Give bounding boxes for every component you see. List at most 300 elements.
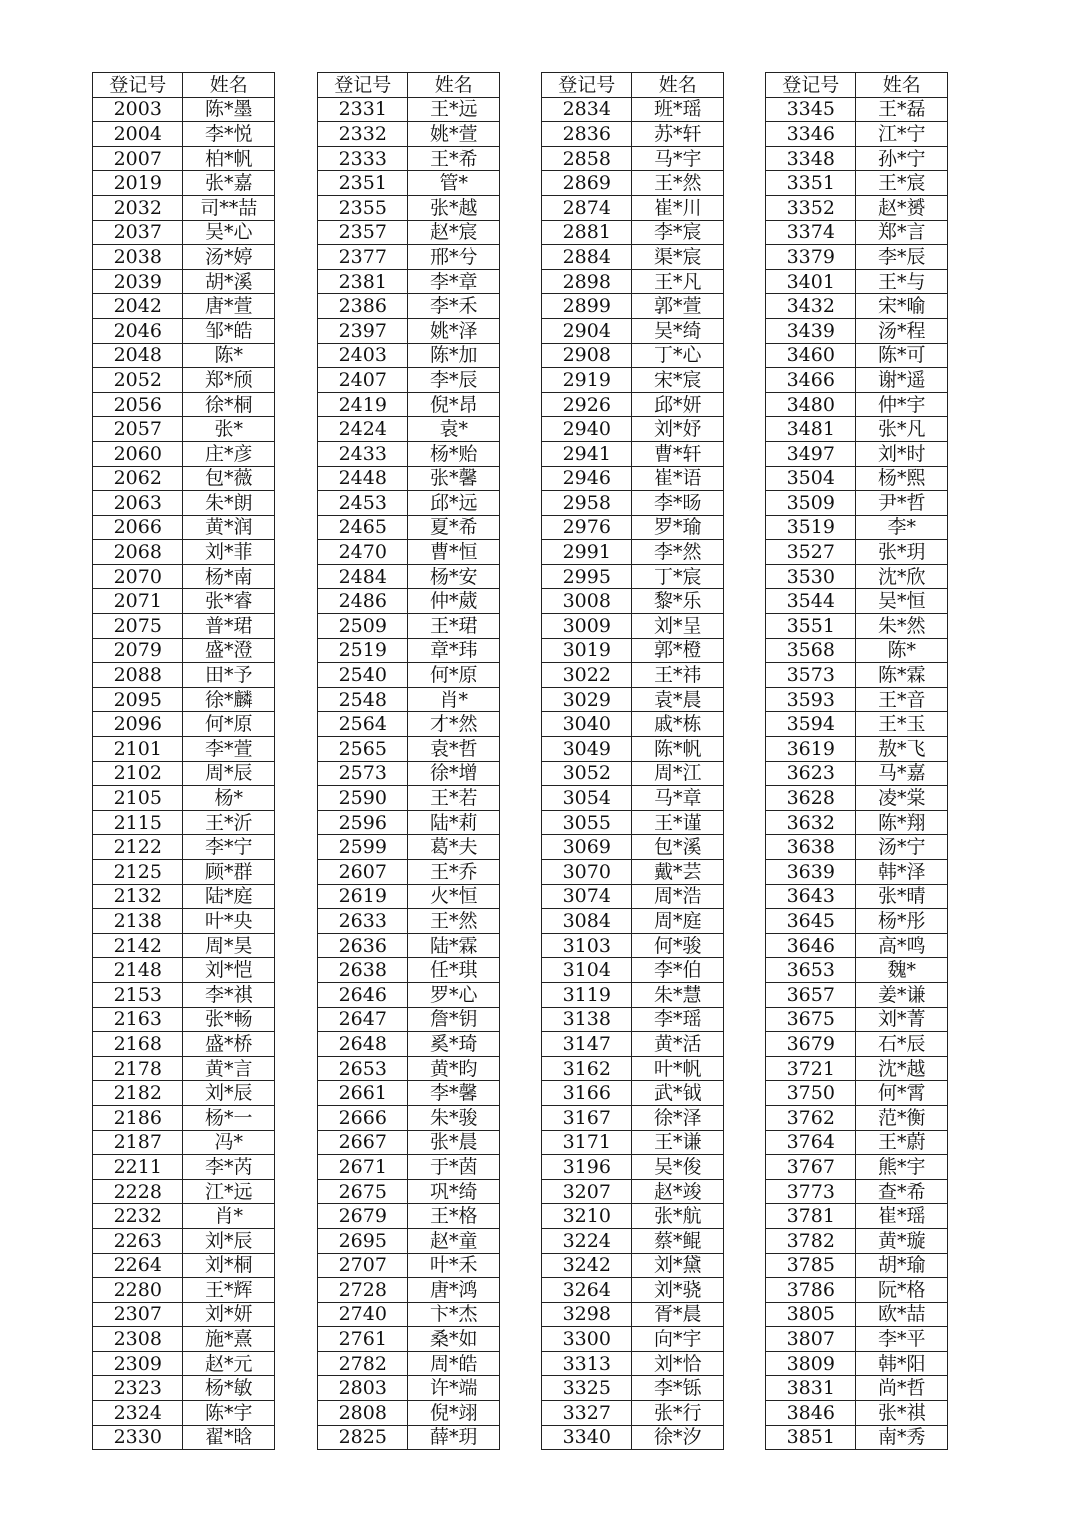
header-row — [93, 73, 275, 98]
table-row — [93, 441, 275, 466]
registration-number-cell: 2926 — [542, 392, 632, 417]
name-cell: 欧*喆 — [856, 1302, 948, 1327]
name-cell: 刘*时 — [856, 441, 948, 466]
name-cell: 江*远 — [183, 1179, 275, 1204]
table-row — [542, 1228, 724, 1253]
name-cell: 袁*晨 — [632, 687, 724, 712]
registration-number-cell: 3519 — [766, 515, 856, 540]
name-cell: 姜*谦 — [856, 982, 948, 1007]
registration-number-cell: 2280 — [93, 1278, 183, 1303]
registration-number-cell: 2333 — [318, 146, 408, 171]
table-row — [766, 245, 948, 270]
registration-number-cell: 3805 — [766, 1302, 856, 1327]
table-row — [766, 687, 948, 712]
registration-number-cell: 3162 — [542, 1056, 632, 1081]
registration-number-cell: 2995 — [542, 564, 632, 589]
name-cell: 袁*哲 — [408, 737, 500, 762]
registration-number-cell: 2667 — [318, 1130, 408, 1155]
registration-number-cell: 2105 — [93, 786, 183, 811]
table-row — [318, 1401, 500, 1426]
name-cell: 刘*辰 — [183, 1081, 275, 1106]
name-cell: 李*伯 — [632, 958, 724, 983]
registration-number-cell: 2052 — [93, 368, 183, 393]
table-row — [93, 1351, 275, 1376]
registration-number-cell: 2899 — [542, 294, 632, 319]
table-row — [318, 122, 500, 147]
table-row — [542, 318, 724, 343]
table-row — [766, 1401, 948, 1426]
table-row — [542, 933, 724, 958]
registration-number-cell: 3019 — [542, 638, 632, 663]
name-cell: 沈*欣 — [856, 564, 948, 589]
name-cell: 陆*莉 — [408, 810, 500, 835]
name-cell: 高*鸣 — [856, 933, 948, 958]
registration-number-cell: 2646 — [318, 982, 408, 1007]
name-cell: 柏*帆 — [183, 146, 275, 171]
name-cell: 翟*晗 — [183, 1425, 275, 1450]
registration-number-cell: 2102 — [93, 761, 183, 786]
table-row — [93, 417, 275, 442]
registration-number-cell: 3070 — [542, 860, 632, 885]
name-cell: 刘*妤 — [632, 417, 724, 442]
table-row — [542, 220, 724, 245]
name-cell: 赵*赟 — [856, 195, 948, 220]
name-cell: 姚*萱 — [408, 122, 500, 147]
table-row — [542, 1425, 724, 1450]
name-cell: 唐*萱 — [183, 294, 275, 319]
table-row — [542, 761, 724, 786]
registration-number-cell: 3224 — [542, 1228, 632, 1253]
table-row — [93, 687, 275, 712]
name-cell: 张*晨 — [408, 1130, 500, 1155]
table-row — [766, 909, 948, 934]
header-registration-number: 登记号 — [542, 73, 632, 98]
name-cell: 宋*宸 — [632, 368, 724, 393]
registration-number-cell: 3632 — [766, 810, 856, 835]
name-cell: 崔*语 — [632, 466, 724, 491]
name-cell: 倪*翊 — [408, 1401, 500, 1426]
name-cell: 王*蔚 — [856, 1130, 948, 1155]
name-cell: 王*祎 — [632, 663, 724, 688]
table-row — [93, 1425, 275, 1450]
registration-number-cell: 2548 — [318, 687, 408, 712]
table-row — [93, 589, 275, 614]
header-name: 姓名 — [408, 73, 500, 98]
registration-number-cell: 3022 — [542, 663, 632, 688]
table-row — [318, 245, 500, 270]
registration-number-cell: 2470 — [318, 540, 408, 565]
table-row — [542, 909, 724, 934]
table-row — [542, 1007, 724, 1032]
table-row — [766, 343, 948, 368]
registration-number-cell: 2079 — [93, 638, 183, 663]
name-cell: 马*章 — [632, 786, 724, 811]
table-row — [93, 245, 275, 270]
name-cell: 王*磊 — [856, 97, 948, 122]
registration-number-cell: 2264 — [93, 1253, 183, 1278]
registration-number-cell: 2070 — [93, 564, 183, 589]
registration-number-cell: 2355 — [318, 195, 408, 220]
registration-number-cell: 3379 — [766, 245, 856, 270]
registration-table-3 — [541, 72, 724, 1450]
table-row — [93, 466, 275, 491]
registration-number-cell: 3851 — [766, 1425, 856, 1450]
name-cell: 李*然 — [632, 540, 724, 565]
registration-number-cell: 3786 — [766, 1278, 856, 1303]
table-row — [542, 417, 724, 442]
table-row — [542, 614, 724, 639]
name-cell: 黄*润 — [183, 515, 275, 540]
table-row — [93, 220, 275, 245]
name-cell: 李* — [856, 515, 948, 540]
registration-number-cell: 2407 — [318, 368, 408, 393]
registration-table-4 — [765, 72, 948, 1450]
table-row — [766, 195, 948, 220]
table-row — [318, 564, 500, 589]
name-cell: 沈*越 — [856, 1056, 948, 1081]
name-cell: 蔡*鲲 — [632, 1228, 724, 1253]
table-row — [542, 687, 724, 712]
table-row — [766, 835, 948, 860]
header-registration-number: 登记号 — [318, 73, 408, 98]
table-row — [542, 737, 724, 762]
name-cell: 范*衡 — [856, 1105, 948, 1130]
name-cell: 李*祺 — [183, 982, 275, 1007]
registration-number-cell: 3103 — [542, 933, 632, 958]
table-row — [766, 1130, 948, 1155]
name-cell: 刘*桐 — [183, 1253, 275, 1278]
table-row — [766, 663, 948, 688]
table-row — [93, 564, 275, 589]
registration-number-cell: 3568 — [766, 638, 856, 663]
name-cell: 卞*杰 — [408, 1302, 500, 1327]
registration-number-cell: 2095 — [93, 687, 183, 712]
table-row — [766, 614, 948, 639]
table-row — [93, 1401, 275, 1426]
table-row — [766, 515, 948, 540]
name-cell: 胥*晨 — [632, 1302, 724, 1327]
name-cell: 杨*安 — [408, 564, 500, 589]
table-row — [318, 1278, 500, 1303]
table-row — [766, 564, 948, 589]
registration-number-cell: 2019 — [93, 171, 183, 196]
name-cell: 阮*格 — [856, 1278, 948, 1303]
registration-number-cell: 3242 — [542, 1253, 632, 1278]
table-row — [318, 1007, 500, 1032]
registration-number-cell: 2038 — [93, 245, 183, 270]
table-row — [766, 491, 948, 516]
name-cell: 陈* — [183, 343, 275, 368]
table-row — [93, 1278, 275, 1303]
table-row — [93, 368, 275, 393]
name-cell: 郑*言 — [856, 220, 948, 245]
registration-number-cell: 2101 — [93, 737, 183, 762]
registration-number-cell: 2707 — [318, 1253, 408, 1278]
name-cell: 徐*增 — [408, 761, 500, 786]
registration-number-cell: 3351 — [766, 171, 856, 196]
registration-number-cell: 2066 — [93, 515, 183, 540]
table-row — [318, 441, 500, 466]
header-registration-number: 登记号 — [766, 73, 856, 98]
registration-number-cell: 2182 — [93, 1081, 183, 1106]
name-cell: 刘*妍 — [183, 1302, 275, 1327]
name-cell: 谢*遥 — [856, 368, 948, 393]
table-row — [318, 466, 500, 491]
table-row — [542, 1327, 724, 1352]
table-row — [542, 982, 724, 1007]
name-cell: 罗*心 — [408, 982, 500, 1007]
name-cell: 凌*棠 — [856, 786, 948, 811]
table-row — [542, 1351, 724, 1376]
table-row — [766, 220, 948, 245]
name-cell: 汤*宁 — [856, 835, 948, 860]
table-row — [318, 860, 500, 885]
name-cell: 杨*敏 — [183, 1376, 275, 1401]
registration-number-cell: 2836 — [542, 122, 632, 147]
table-row — [766, 1081, 948, 1106]
table-row — [542, 1401, 724, 1426]
name-cell: 罗*瑜 — [632, 515, 724, 540]
table-row — [318, 171, 500, 196]
registration-number-cell: 2324 — [93, 1401, 183, 1426]
table-row — [318, 884, 500, 909]
registration-number-cell: 3167 — [542, 1105, 632, 1130]
name-cell: 陈*墨 — [183, 97, 275, 122]
name-cell: 曹*轩 — [632, 441, 724, 466]
registration-number-cell: 3679 — [766, 1032, 856, 1057]
table-row — [766, 392, 948, 417]
registration-number-cell: 3573 — [766, 663, 856, 688]
table-row — [318, 343, 500, 368]
name-cell: 叶*帆 — [632, 1056, 724, 1081]
registration-number-cell: 2332 — [318, 122, 408, 147]
registration-number-cell: 3104 — [542, 958, 632, 983]
name-cell: 张*凡 — [856, 417, 948, 442]
name-cell: 奚*琦 — [408, 1032, 500, 1057]
registration-number-cell: 3313 — [542, 1351, 632, 1376]
registration-number-cell: 2003 — [93, 97, 183, 122]
registration-number-cell: 2142 — [93, 933, 183, 958]
name-cell: 李*章 — [408, 269, 500, 294]
name-cell: 崔*川 — [632, 195, 724, 220]
table-row — [93, 982, 275, 1007]
registration-number-cell: 2486 — [318, 589, 408, 614]
table-row — [318, 392, 500, 417]
table-row — [542, 1376, 724, 1401]
name-cell: 田*予 — [183, 663, 275, 688]
table-row — [93, 269, 275, 294]
table-row — [93, 318, 275, 343]
name-cell: 李*萱 — [183, 737, 275, 762]
name-cell: 郭*萱 — [632, 294, 724, 319]
table-row — [318, 540, 500, 565]
registration-number-cell: 2675 — [318, 1179, 408, 1204]
name-cell: 冯* — [183, 1130, 275, 1155]
table-row — [766, 638, 948, 663]
registration-number-cell: 3345 — [766, 97, 856, 122]
name-cell: 郑*颀 — [183, 368, 275, 393]
table-row — [93, 663, 275, 688]
registration-number-cell: 2186 — [93, 1105, 183, 1130]
table-row — [542, 860, 724, 885]
table-row — [766, 466, 948, 491]
table-row — [93, 1204, 275, 1229]
name-cell: 朱*骏 — [408, 1105, 500, 1130]
name-cell: 王*与 — [856, 269, 948, 294]
name-cell: 朱*然 — [856, 614, 948, 639]
registration-number-cell: 2042 — [93, 294, 183, 319]
registration-number-cell: 2661 — [318, 1081, 408, 1106]
table-row — [542, 515, 724, 540]
registration-number-cell: 2308 — [93, 1327, 183, 1352]
name-cell: 戚*栋 — [632, 712, 724, 737]
table-row — [766, 1327, 948, 1352]
table-row — [766, 737, 948, 762]
registration-number-cell: 2740 — [318, 1302, 408, 1327]
name-cell: 周*江 — [632, 761, 724, 786]
name-cell: 赵*童 — [408, 1228, 500, 1253]
registration-number-cell: 3054 — [542, 786, 632, 811]
table-row — [318, 1327, 500, 1352]
header-row — [318, 73, 500, 98]
name-cell: 王*辉 — [183, 1278, 275, 1303]
name-cell: 李*宁 — [183, 835, 275, 860]
registration-number-cell: 2115 — [93, 810, 183, 835]
table-row — [766, 1179, 948, 1204]
name-cell: 杨*一 — [183, 1105, 275, 1130]
table-row — [93, 835, 275, 860]
registration-number-cell: 2168 — [93, 1032, 183, 1057]
registration-number-cell: 2331 — [318, 97, 408, 122]
registration-number-cell: 2309 — [93, 1351, 183, 1376]
registration-number-cell: 3551 — [766, 614, 856, 639]
registration-number-cell: 2607 — [318, 860, 408, 885]
name-cell: 陈*霖 — [856, 663, 948, 688]
table-row — [93, 1228, 275, 1253]
registration-number-cell: 3594 — [766, 712, 856, 737]
name-cell: 刘*恰 — [632, 1351, 724, 1376]
name-cell: 王*格 — [408, 1204, 500, 1229]
name-cell: 张*睿 — [183, 589, 275, 614]
registration-number-cell: 3325 — [542, 1376, 632, 1401]
name-cell: 詹*钥 — [408, 1007, 500, 1032]
name-cell: 王*谨 — [632, 810, 724, 835]
name-cell: 刘*呈 — [632, 614, 724, 639]
table-row — [318, 318, 500, 343]
table-row — [766, 589, 948, 614]
registration-number-cell: 2653 — [318, 1056, 408, 1081]
name-cell: 赵*元 — [183, 1351, 275, 1376]
table-row — [766, 761, 948, 786]
table-row — [93, 122, 275, 147]
registration-number-cell: 2540 — [318, 663, 408, 688]
name-cell: 周*庭 — [632, 909, 724, 934]
header-name: 姓名 — [856, 73, 948, 98]
name-cell: 郭*橙 — [632, 638, 724, 663]
name-cell: 杨* — [183, 786, 275, 811]
registration-number-cell: 2351 — [318, 171, 408, 196]
table-row — [766, 417, 948, 442]
name-cell: 韩*阳 — [856, 1351, 948, 1376]
registration-number-cell: 3298 — [542, 1302, 632, 1327]
table-row — [318, 638, 500, 663]
registration-number-cell: 3721 — [766, 1056, 856, 1081]
table-row — [93, 1007, 275, 1032]
table-row — [542, 1032, 724, 1057]
table-row — [766, 1228, 948, 1253]
registration-number-cell: 2068 — [93, 540, 183, 565]
registration-table-1 — [92, 72, 275, 1450]
name-cell: 王*乔 — [408, 860, 500, 885]
registration-number-cell: 2037 — [93, 220, 183, 245]
table-row — [318, 491, 500, 516]
table-row — [542, 97, 724, 122]
registration-number-cell: 2590 — [318, 786, 408, 811]
name-cell: 王*希 — [408, 146, 500, 171]
table-row — [93, 786, 275, 811]
table-row — [542, 958, 724, 983]
name-cell: 李*禾 — [408, 294, 500, 319]
registration-number-cell: 2825 — [318, 1425, 408, 1450]
name-cell: 章*玮 — [408, 638, 500, 663]
table-row — [542, 195, 724, 220]
registration-number-cell: 2881 — [542, 220, 632, 245]
table-row — [542, 1204, 724, 1229]
table-row — [93, 958, 275, 983]
table-row — [318, 761, 500, 786]
name-cell: 李*瑶 — [632, 1007, 724, 1032]
name-cell: 马*嘉 — [856, 761, 948, 786]
name-cell: 邹*皓 — [183, 318, 275, 343]
name-cell: 任*琪 — [408, 958, 500, 983]
name-cell: 管* — [408, 171, 500, 196]
table-row — [93, 1302, 275, 1327]
name-cell: 刘*菲 — [183, 540, 275, 565]
table-row — [93, 933, 275, 958]
name-cell: 吴*俊 — [632, 1155, 724, 1180]
name-cell: 何*原 — [408, 663, 500, 688]
name-cell: 黎*乐 — [632, 589, 724, 614]
registration-number-cell: 3432 — [766, 294, 856, 319]
table-row — [93, 1327, 275, 1352]
table-row — [318, 1056, 500, 1081]
name-cell: 石*辰 — [856, 1032, 948, 1057]
name-cell: 周*浩 — [632, 884, 724, 909]
table-row — [766, 1056, 948, 1081]
registration-number-cell: 2163 — [93, 1007, 183, 1032]
header-row — [766, 73, 948, 98]
table-row — [318, 712, 500, 737]
registration-number-cell: 3138 — [542, 1007, 632, 1032]
table-row — [542, 1179, 724, 1204]
name-cell: 汤*程 — [856, 318, 948, 343]
table-row — [542, 294, 724, 319]
table-row — [766, 1204, 948, 1229]
table-row — [542, 171, 724, 196]
registration-number-cell: 2519 — [318, 638, 408, 663]
table-row — [766, 1278, 948, 1303]
name-cell: 丁*心 — [632, 343, 724, 368]
registration-number-cell: 3374 — [766, 220, 856, 245]
table-row — [318, 417, 500, 442]
registration-number-cell: 2728 — [318, 1278, 408, 1303]
registration-number-cell: 3623 — [766, 761, 856, 786]
name-cell: 李*平 — [856, 1327, 948, 1352]
table-row — [318, 1204, 500, 1229]
registration-number-cell: 2509 — [318, 614, 408, 639]
table-row — [318, 1105, 500, 1130]
name-cell: 苏*轩 — [632, 122, 724, 147]
